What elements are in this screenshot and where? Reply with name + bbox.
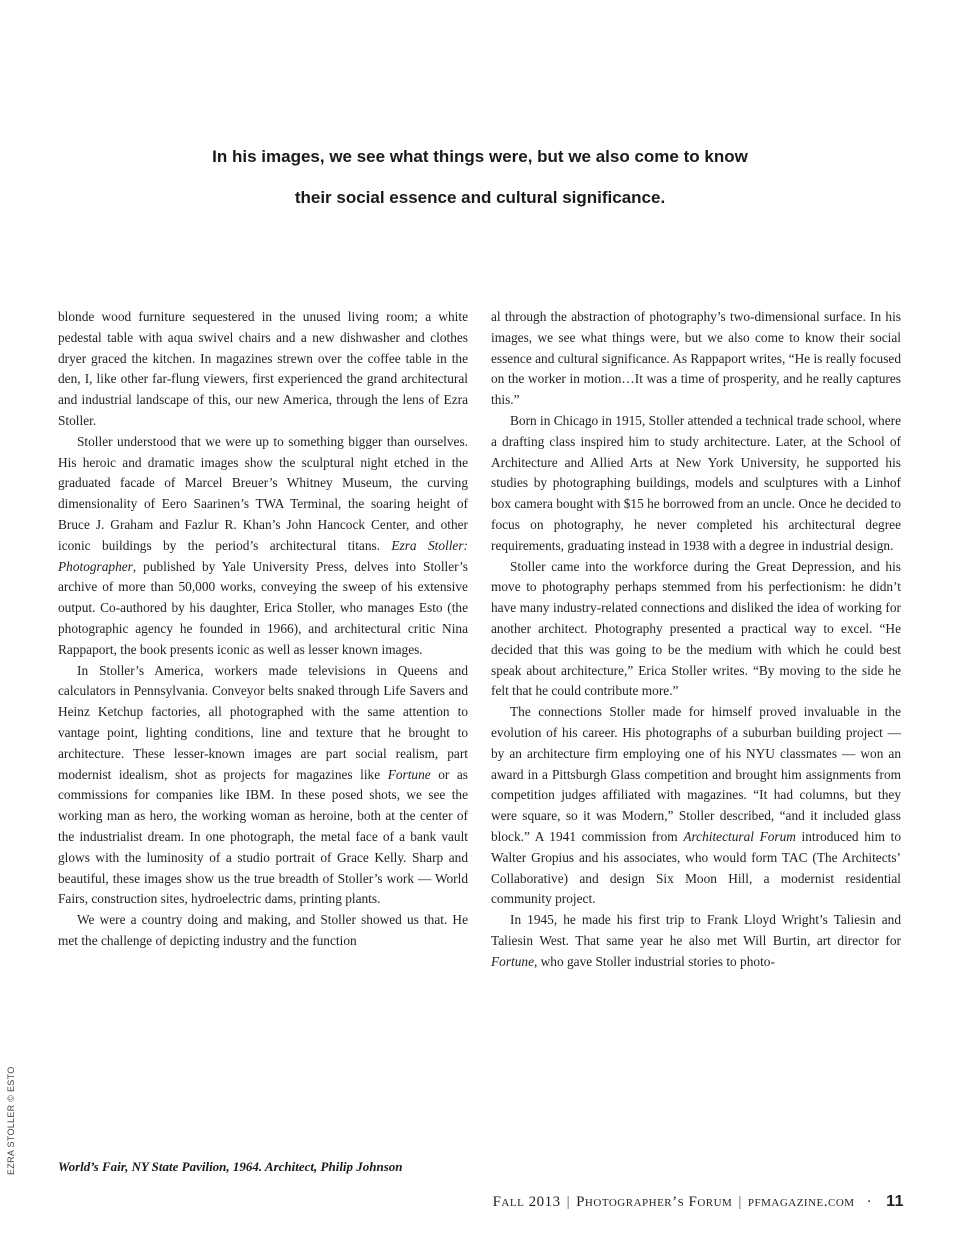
pull-quote: [100, 136, 860, 218]
footer-divider: |: [566, 1194, 571, 1210]
page-number: 11: [886, 1193, 904, 1210]
magazine-title: Fortune,: [491, 953, 538, 969]
issue-date: Fall 2013: [492, 1194, 561, 1210]
paragraph: We were a country doing and making, and Stoller showed us that. He met the challenge of depicting industry and the function: [58, 912, 468, 948]
paragraph: Stoller understood that we were up to something bigger than ourselves. His heroic and dramatic images show the sculptural night etched in the graduated facade of Marcel Breuer’s Whitney Museum, the curving dimensionality of Eero Saarinen’s TWA Terminal, the soaring height of Bruce J. Graham and Fazlur R. Khan’s John Hancock Center, and other iconic buildings by the period’s architectural titans. Ezra Stoller: Photographer, published by Yale University Press, delves into Stoller’s archive of more than 50,000 works, conveying the sweep of his extensive output. Co-authored by his daughter, Erica Stoller, who manages Esto (the photographic agency he founded in 1966), and architectural critic Nina Rappaport, the book presents iconic as well as lesser known images.: [58, 433, 468, 657]
paragraph: Stoller came into the workforce during the Great Depression, and his move to photography perhaps stemmed from his perfectionism: he didn’t have many industry-related connections and disliked the idea of working for another architect. Photography presented a practical way to excel. “He decided that this was going to be the medium with which he could best speak about architecture,” Erica Stoller writes. “By moving to the side he felt that he could contribute more.”: [491, 558, 901, 699]
book-title: Ezra Stoller: Photographer: [58, 537, 468, 574]
paragraph: al through the abstraction of photography’s two-dimensional surface. In his images, we see what things were, but we also come to know their social essence and cultural significance. As Rappaport writes, “He is really focused on the worker in motion…It was a time of prosperity, and he really captures this.”: [491, 309, 901, 408]
left-text-column: [58, 307, 468, 952]
magazine-title: Fortune: [387, 766, 431, 782]
magazine-title: Architectural Forum: [683, 828, 796, 844]
photo-credit: EZRA STOLLER © ESTO: [6, 1066, 16, 1175]
paragraph: Born in Chicago in 1915, Stoller attended a technical trade school, where a drafting class inspired him to study architecture. Later, at the School of Architecture and Allied Arts at New York University, he supported his studies by photographing buildings, models and sculptures with a Linhof box camera bought with $15 he borrowed from an uncle. Once he decided to focus on photography, he never completed his architectural degree requirements, graduating instead in 1938 with a degree in industrial design.: [491, 412, 901, 553]
magazine-name: Photographer’s Forum: [576, 1194, 733, 1210]
footer-bullet: ·: [866, 1194, 873, 1210]
paragraph: The connections Stoller made for himself proved invaluable in the evolution of his career. His photographs of a suburban building project — by an architecture firm employing one of his NYU classmates — won an award in a Pittsburgh Glass competition and brought him assignments from competition judges affiliated with magazines. “It had columns, but they were square, so it was Modern,” Stoller described, “and it included glass block.” A 1941 commission from Architectural Forum introduced him to Walter Gropius and his associates, who would form TAC (The Architects’ Collaborative) and design Six Moon Hill, a modernist residential community project.: [491, 704, 901, 907]
photo-caption: World’s Fair, NY State Pavilion, 1964. Architect, Philip Johnson: [58, 1159, 403, 1174]
right-text-column: [491, 307, 901, 973]
paragraph: In 1945, he made his first trip to Frank Lloyd Wright’s Taliesin and Taliesin West. That same year he also met Will Burtin, art director for Fortune, who gave Stoller industrial stories to photo-: [491, 912, 901, 969]
pull-quote-line-2: their social essence and cultural significance.: [294, 188, 666, 207]
paragraph: In Stoller’s America, workers made televisions in Queens and calculators in Pennsylvania. Conveyor belts snaked through Life Savers and Heinz Ketchup factories, all photographed with the same attention to vantage point, lighting conditions, line and texture that he brought to architecture. These lesser-known images are part social realism, part modernist idealism, shot as projects for magazines like Fortune or as commissions for companies like IBM. In these posed shots, we see the working man as hero, the working woman as heroine, both at the center of the industrialist dream. In one photograph, the metal face of a bank vault glows with the luminosity of a studio portrait of Grace Kelly. Sharp and beautiful, these images show us the true breadth of Stoller’s work — World Fairs, construction sites, hydroelectric dams, printing plants.: [58, 662, 468, 907]
paragraph: blonde wood furniture sequestered in the unused living room; a white pedestal table with aqua swivel chairs and a new dishwasher and clothes dryer graced the kitchen. In magazines strewn over the coffee table in the den, I, like other far-flung viewers, first experienced the grand architectural and industrial landscape of this, our new America, through the lens of Ezra Stoller.: [58, 309, 468, 428]
website-link[interactable]: pfmagazine.com: [747, 1194, 855, 1210]
footer-divider: |: [738, 1194, 742, 1210]
pull-quote-line-1: In his images, we see what things were, but we also come to know: [212, 147, 748, 166]
page-footer: [493, 1193, 904, 1211]
